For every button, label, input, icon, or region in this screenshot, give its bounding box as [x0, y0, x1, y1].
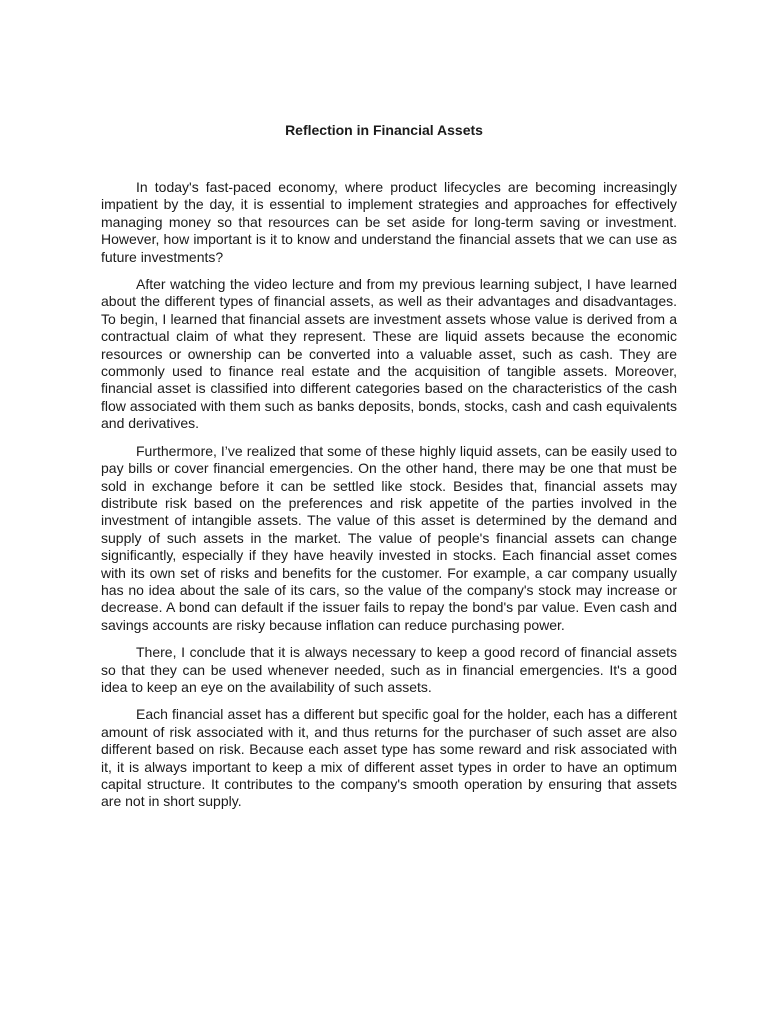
paragraph-intro: In today's fast-paced economy, where product lifecycles are becoming increasingly impatient by the day, it is essential to implement strategies and approaches for effectively managing money so that resources can be set aside for long-term saving or investment. However, how important is it to know and understand the financial assets that we can use as future investments? [101, 179, 677, 265]
document-body [101, 179, 677, 821]
document-title: Reflection in Financial Assets [285, 122, 483, 138]
paragraph-learning: After watching the video lecture and from my previous learning subject, I have learned about the different types of financial assets, as well as their advantages and disadvantages. To begin, I learned that financial assets are investment assets whose value is derived from a contractual claim of what they represent. These are liquid assets because the economic resources or ownership can be converted into a valuable asset, such as cash. They are commonly used to finance real estate and the acquisition of tangible assets. Moreover, financial asset is classified into different categories based on the characteristics of the cash flow associated with them such as banks deposits, bonds, stocks, cash and cash equivalents and derivatives. [101, 276, 677, 432]
paragraph-asset-mix: Each financial asset has a different but specific goal for the holder, each has a different amount of risk associated with it, and thus returns for the purchaser of such asset are also different based on risk. Because each asset type has some reward and risk associated with it, it is always important to keep a mix of different asset types in order to have an optimum capital structure. It contributes to the company's smooth operation by ensuring that assets are not in short supply. [101, 706, 677, 810]
paragraph-liquidity-risk: Furthermore, I’ve realized that some of these highly liquid assets, can be easily used to pay bills or cover financial emergencies. On the other hand, there may be one that must be sold in exchange before it can be settled like stock. Besides that, financial assets may distribute risk based on the preferences and risk appetite of the parties involved in the investment of intangible assets. The value of this asset is determined by the demand and supply of such assets in the market. The value of people's financial assets can change significantly, especially if they have heavily invested in stocks. Each financial asset comes with its own set of risks and benefits for the customer. For example, a car company usually has no idea about the sale of its cars, so the value of the company's stock may increase or decrease. A bond can default if the issuer fails to repay the bond's par value. Even cash and savings accounts are risky because inflation can reduce purchasing power. [101, 442, 677, 633]
paragraph-conclusion: There, I conclude that it is always necessary to keep a good record of financial assets so that they can be used whenever needed, such as in financial emergencies. It's a good idea to keep an eye on the availability of such assets. [101, 644, 677, 695]
